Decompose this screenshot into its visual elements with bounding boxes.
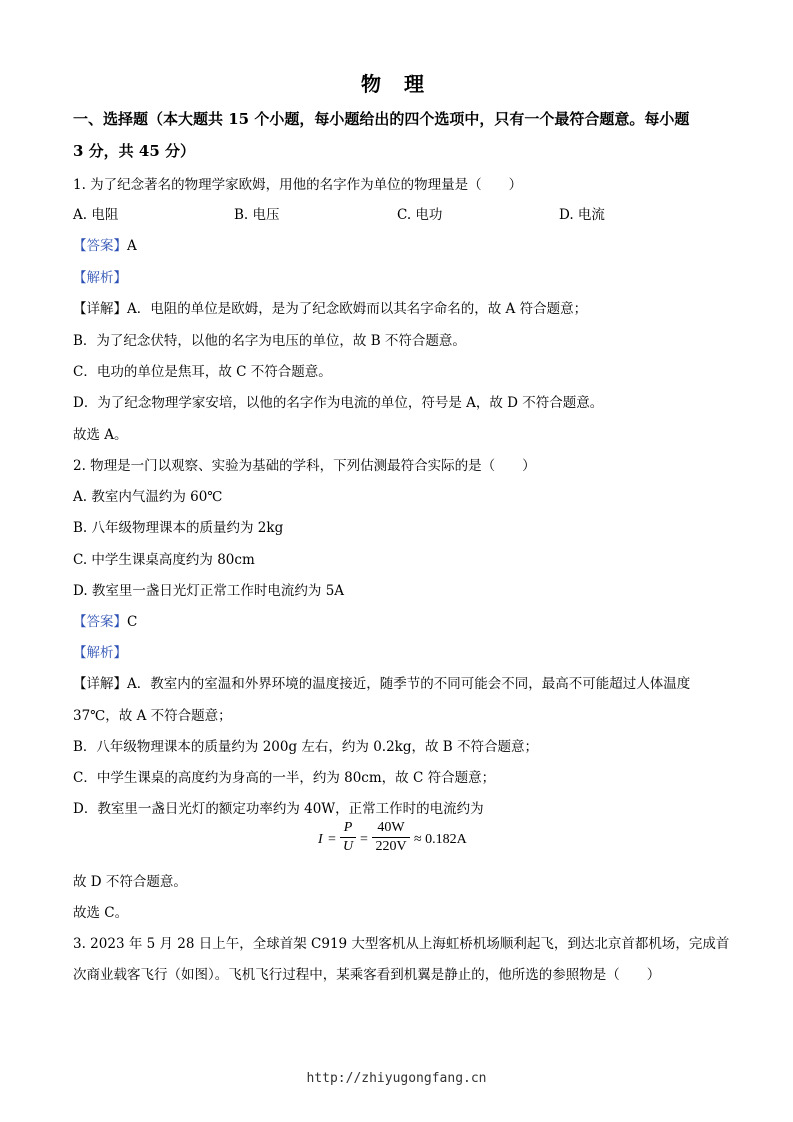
formula-frac1-den: U — [342, 839, 354, 854]
q2-detail-b: B．八年级物理课本的质量约为 200g 左右，约为 0.2kg，故 B 不符合题意； — [73, 739, 538, 755]
q2-option-a: A. 教室内气温约为 60℃ — [73, 489, 223, 505]
page-title: 物 理 — [361, 72, 432, 96]
q2-conclusion: 故选 C。 — [73, 905, 129, 921]
q1-option-b: B. 电压 — [234, 207, 280, 223]
q2-option-c: C. 中学生课桌高度约为 80cm — [73, 552, 255, 568]
detail-tag: 【详解】 — [73, 676, 127, 692]
answer-tag: 【答案】 — [73, 238, 127, 254]
q2-analysis-tag: 【解析】 — [73, 645, 127, 661]
q1-conclusion: 故选 A。 — [73, 427, 128, 443]
section-heading-line1: 一、选择题（本大题共 15 个小题，每小题给出的四个选项中，只有一个最符合题意。每小题 — [73, 110, 690, 128]
q1-option-c: C. 电功 — [397, 207, 443, 223]
formula-eq2: = — [360, 832, 368, 847]
footer-url: http://zhiyugongfang.cn — [306, 1071, 487, 1086]
q1-option-d: D. 电流 — [559, 207, 605, 223]
formula-fraction-values — [372, 820, 410, 855]
q1-detail-c: C．电功的单位是焦耳，故 C 不符合题意。 — [73, 364, 332, 380]
formula-result: ≈ 0.182A — [414, 832, 467, 847]
q1-option-a: A. 电阻 — [73, 207, 119, 223]
section-heading-line2: 3 分，共 45 分） — [73, 142, 195, 160]
answer-tag: 【答案】 — [73, 614, 127, 630]
q2-option-d: D. 教室里一盏日光灯正常工作时电流约为 5A — [73, 583, 345, 599]
formula-frac1-num: P — [343, 820, 353, 835]
answer-value: C — [127, 614, 138, 630]
formula-frac2-den: 220V — [375, 839, 407, 854]
detail-tag: 【详解】 — [73, 301, 127, 317]
q1-answer — [73, 234, 137, 254]
formula-eq1: = — [328, 832, 336, 847]
q2-after-formula: 故 D 不符合题意。 — [73, 874, 187, 890]
q1-detail-b: B．为了纪念伏特，以他的名字为电压的单位，故 B 不符合题意。 — [73, 333, 466, 349]
answer-value: A — [127, 238, 137, 254]
detail-text: A．电阻的单位是欧姆，是为了纪念欧姆而以其名字命名的，故 A 符合题意； — [127, 301, 588, 317]
q1-stem: 1. 为了纪念著名的物理学家欧姆，用他的名字作为单位的物理量是（ ） — [73, 177, 523, 193]
q2-option-b: B. 八年级物理课本的质量约为 2kg — [73, 520, 284, 536]
q2-answer — [73, 610, 137, 630]
q2-detail-a-line2: 37℃，故 A 不符合题意； — [73, 708, 232, 724]
q1-detail-a — [73, 297, 587, 317]
q3-stem-line2: 次商业载客飞行（如图）。飞机飞行过程中，某乘客看到机翼是静止的，他所选的参照物是（ ） — [73, 967, 661, 983]
q2-detail-a-line1 — [73, 672, 690, 692]
current-formula — [318, 820, 488, 864]
formula-frac2-num: 40W — [377, 820, 405, 835]
formula-lhs: I — [318, 832, 323, 847]
q3-stem-line1: 3. 2023 年 5 月 28 日上午，全球首架 C919 大型客机从上海虹桥机场顺利起飞，到达北京首都机场，完成首 — [73, 936, 730, 952]
q2-stem: 2. 物理是一门以观察、实验为基础的学科，下列估测最符合实际的是（ ） — [73, 458, 536, 474]
formula-fraction-pu — [340, 820, 356, 855]
detail-text: A．教室内的室温和外界环境的温度接近，随季节的不同可能会不同，最高不可能超过人体温度 — [127, 676, 691, 692]
q2-detail-d: D．教室里一盏日光灯的额定功率约为 40W，正常工作时的电流约为 — [73, 801, 484, 817]
q1-detail-d: D．为了纪念物理学家安培，以他的名字作为电流的单位，符号是 A，故 D 不符合题意。 — [73, 395, 604, 411]
q1-analysis-tag: 【解析】 — [73, 270, 127, 286]
q2-detail-c: C．中学生课桌的高度约为身高的一半，约为 80cm，故 C 符合题意； — [73, 770, 496, 786]
